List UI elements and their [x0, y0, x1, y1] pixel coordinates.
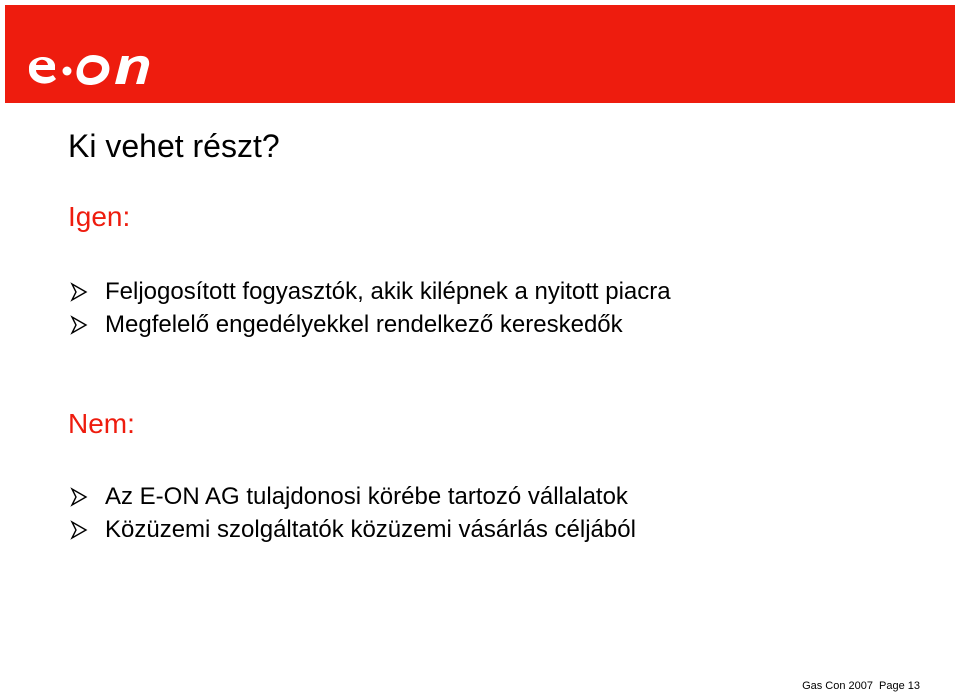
eon-logo [23, 41, 153, 91]
bullet-text: Megfelelő engedélyekkel rendelkező kereskedők [105, 310, 623, 338]
yes-section-label: Igen: [68, 201, 131, 232]
arrow-bullet-icon [70, 520, 88, 540]
bullet-text: Feljogosított fogyasztók, akik kilépnek a nyitott piacra [105, 277, 671, 305]
page-title: Ki vehet részt? [68, 128, 280, 164]
no-bullet-list [70, 480, 636, 546]
list-item [70, 480, 636, 513]
bullet-text: Az E-ON AG tulajdonosi körébe tartozó vállalatok [105, 482, 628, 510]
header-bar [5, 5, 955, 103]
footer-page-number: Page 13 [879, 680, 920, 692]
arrow-bullet-icon [70, 282, 88, 302]
list-item [70, 308, 671, 341]
arrow-bullet-icon [70, 487, 88, 507]
footer-event: Gas Con 2007 [802, 680, 874, 692]
arrow-bullet-icon [70, 315, 88, 335]
yes-bullet-list [70, 275, 671, 341]
no-section-label: Nem: [68, 408, 135, 439]
list-item [70, 275, 671, 308]
slide-footer [802, 679, 920, 693]
bullet-text: Közüzemi szolgáltatók közüzemi vásárlás céljából [105, 515, 636, 543]
list-item [70, 513, 636, 546]
